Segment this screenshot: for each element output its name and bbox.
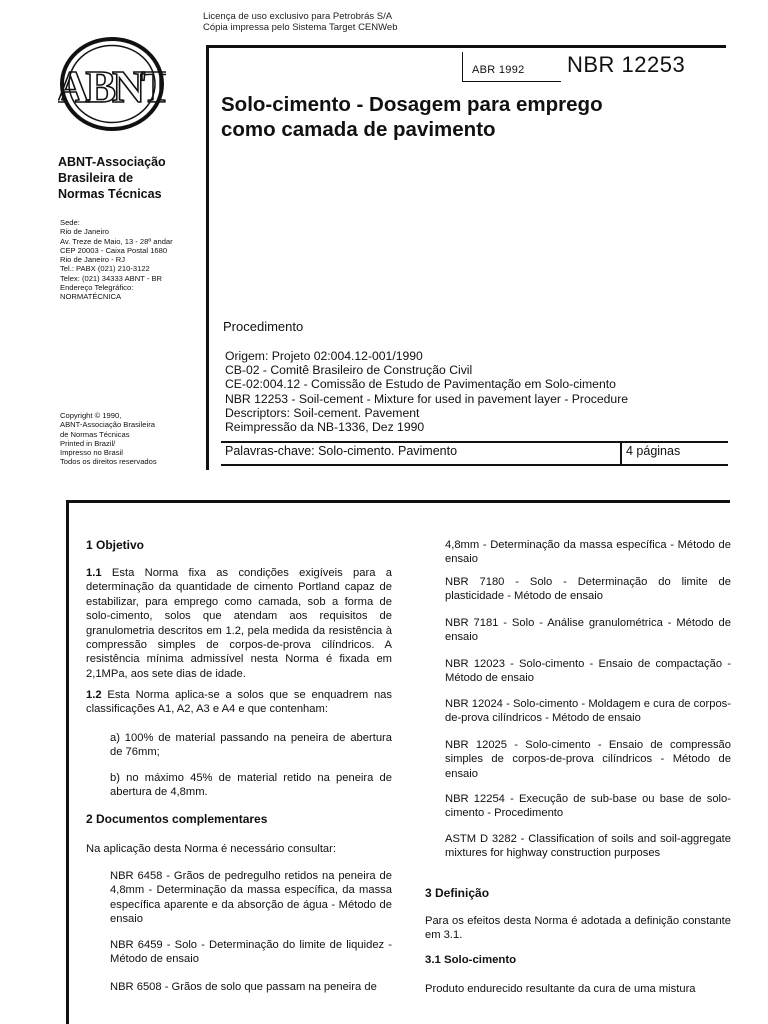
section-3-1-heading: 3.1 Solo-cimento <box>425 954 517 966</box>
keywords: Palavras-chave: Solo-cimento. Pavimento <box>225 444 458 458</box>
origin-line: Origem: Projeto 02:004.12-001/1990 <box>225 349 423 363</box>
section-3-heading: 3 Definição <box>425 886 490 900</box>
title-line-1: Solo-cimento - Dosagem para emprego <box>221 93 603 116</box>
document-title <box>221 92 741 142</box>
paragraph-number: 1.2 <box>86 689 102 701</box>
body-frame-top-rule <box>66 500 730 503</box>
paragraph-1-2 <box>86 688 392 717</box>
title-line-2: como camada de pavimento <box>221 118 496 141</box>
reference-nbr-7181: NBR 7181 - Solo - Análise granulométrica - Método de ensaio <box>445 617 731 644</box>
sede-line: Endereço Telegráfico: <box>60 283 134 293</box>
copyright-line: de Normas Técnicas <box>60 429 130 439</box>
section-1-heading: 1 Objetivo <box>86 538 145 552</box>
section-3-text: Para os efeitos desta Norma é adotada a definição constante em 3.1. <box>425 915 731 942</box>
standard-number: NBR 12253 <box>567 52 686 77</box>
body-frame-vertical-rule <box>66 500 69 1024</box>
paragraph-text: Esta Norma fixa as condições exigíveis para a determinação da quantidade de cimento Portland capaz de estabilizar, para emprego como camada, sob a forma de solo-cimento, solos que atendam aos requisitos de granulometria descritos em 1.2, pela medida da resistência à compressão simples de corpos-de-prova cilíndricos. A resistência mínima admissível nesta Norma é fixada em 2,1MPa, aos sete dias de idade. <box>86 567 392 680</box>
origin-line: CE-02:004.12 - Comissão de Estudo de Pavimentação em Solo-cimento <box>225 377 616 392</box>
document-type: Procedimento <box>223 319 304 334</box>
headquarters-info <box>60 218 220 302</box>
list-item-a: a) 100% de material passando na peneira de abertura de 76mm; <box>110 732 392 759</box>
org-line-1: ABNT-Associação <box>58 155 166 169</box>
sede-line: Rio de Janeiro <box>60 227 109 237</box>
header-frame-top-rule <box>206 45 726 48</box>
reference-nbr-12025: NBR 12025 - Solo-cimento - Ensaio de compressão simples de corpos-de-prova cilíndricos - Método de ensaio <box>445 739 731 780</box>
organization-name <box>58 154 208 202</box>
section-2-heading: 2 Documentos complementares <box>86 812 268 826</box>
reference-nbr-12254: NBR 12254 - Execução de sub-base ou base de solo-cimento - Procedimento <box>445 793 731 820</box>
copyright-line: Todos os direitos reservados <box>60 457 157 467</box>
paragraph-number: 1.1 <box>86 567 102 579</box>
org-line-3: Normas Técnicas <box>58 187 162 201</box>
origin-line: CB-02 - Comitê Brasileiro de Construção Civil <box>225 363 473 378</box>
copyright-line: Copyright © 1990, <box>60 411 122 420</box>
sede-line: Sede: <box>60 218 80 227</box>
reference-nbr-7180: NBR 7180 - Solo - Determinação do limite de plasticidade - Método de ensaio <box>445 576 731 603</box>
sede-line: Telex: (021) 34333 ABNT - BR <box>60 273 163 283</box>
paragraph-1-1 <box>86 566 392 681</box>
keywords-divider <box>620 441 622 465</box>
publication-date: ABR 1992 <box>472 64 525 76</box>
header-frame-vertical-rule <box>206 45 209 470</box>
paragraph-text: Esta Norma aplica-se a solos que se enquadrem nas classificações A1, A2, A3 e A4 e que contenham: <box>86 689 392 716</box>
copyright-info <box>60 411 220 467</box>
reference-nbr-12023: NBR 12023 - Solo-cimento - Ensaio de compactação - Método de ensaio <box>445 658 731 685</box>
section-2-intro: Na aplicação desta Norma é necessário consultar: <box>86 843 336 855</box>
origin-line: Reimpressão da NB-1336, Dez 1990 <box>225 420 425 435</box>
sede-line: CEP 20003 - Caixa Postal 1680 <box>60 245 168 255</box>
reference-nbr-6459: NBR 6459 - Solo - Determinação do limite de liquidez - Método de ensaio <box>110 939 392 966</box>
sede-line: Tel.: PABX (021) 210-3122 <box>60 264 150 274</box>
org-line-2: Brasileira de <box>58 171 134 185</box>
reference-astm-d3282: ASTM D 3282 - Classification of soils and soil-aggregate mixtures for highway construction purposes <box>445 833 731 860</box>
abnt-logo <box>58 36 166 132</box>
origin-line: Descriptors: Soil-cement. Pavement <box>225 405 420 420</box>
reference-nbr-12024: NBR 12024 - Solo-cimento - Moldagem e cura de corpos-de-prova cilíndricos - Método de ensaio <box>445 698 731 725</box>
license-notice <box>203 11 398 33</box>
page-count: 4 páginas <box>626 444 681 458</box>
origin-block <box>225 349 735 434</box>
keywords-top-rule <box>221 441 728 443</box>
license-line-1: Licença de uso exclusivo para Petrobrás S/A <box>203 11 393 22</box>
reference-nbr-6508: NBR 6508 - Grãos de solo que passam na peneira de <box>110 981 377 993</box>
section-3-1-text: Produto endurecido resultante da cura de uma mistura <box>425 983 696 995</box>
reference-nbr-6508-continued: 4,8mm - Determinação da massa específica - Método de ensaio <box>445 539 731 566</box>
copyright-line: ABNT-Associação Brasileira <box>60 420 155 430</box>
license-line-2: Cópia impressa pelo Sistema Target CENWeb <box>203 22 398 33</box>
reference-nbr-6458: NBR 6458 - Grãos de pedregulho retidos na peneira de 4,8mm - Determinação da massa específica, da massa específica aparente e da absorção de água - Método de ensaio <box>110 870 392 926</box>
copyright-line: Impresso no Brasil <box>60 448 123 458</box>
sede-line: Av. Treze de Maio, 13 - 28º andar <box>60 236 173 246</box>
list-item-b: b) no máximo 45% de material retido na peneira de abertura de 4,8mm. <box>110 772 392 799</box>
copyright-line: Printed in Brazil/ <box>60 438 116 448</box>
origin-line: NBR 12253 - Soil-cement - Mixture for used in pavement layer - Procedure <box>225 391 629 406</box>
keywords-bottom-rule <box>221 464 728 466</box>
logo-text: ABNT <box>58 61 166 112</box>
sede-line: NORMATÉCNICA <box>60 292 122 302</box>
sede-line: Rio de Janeiro - RJ <box>60 255 125 265</box>
